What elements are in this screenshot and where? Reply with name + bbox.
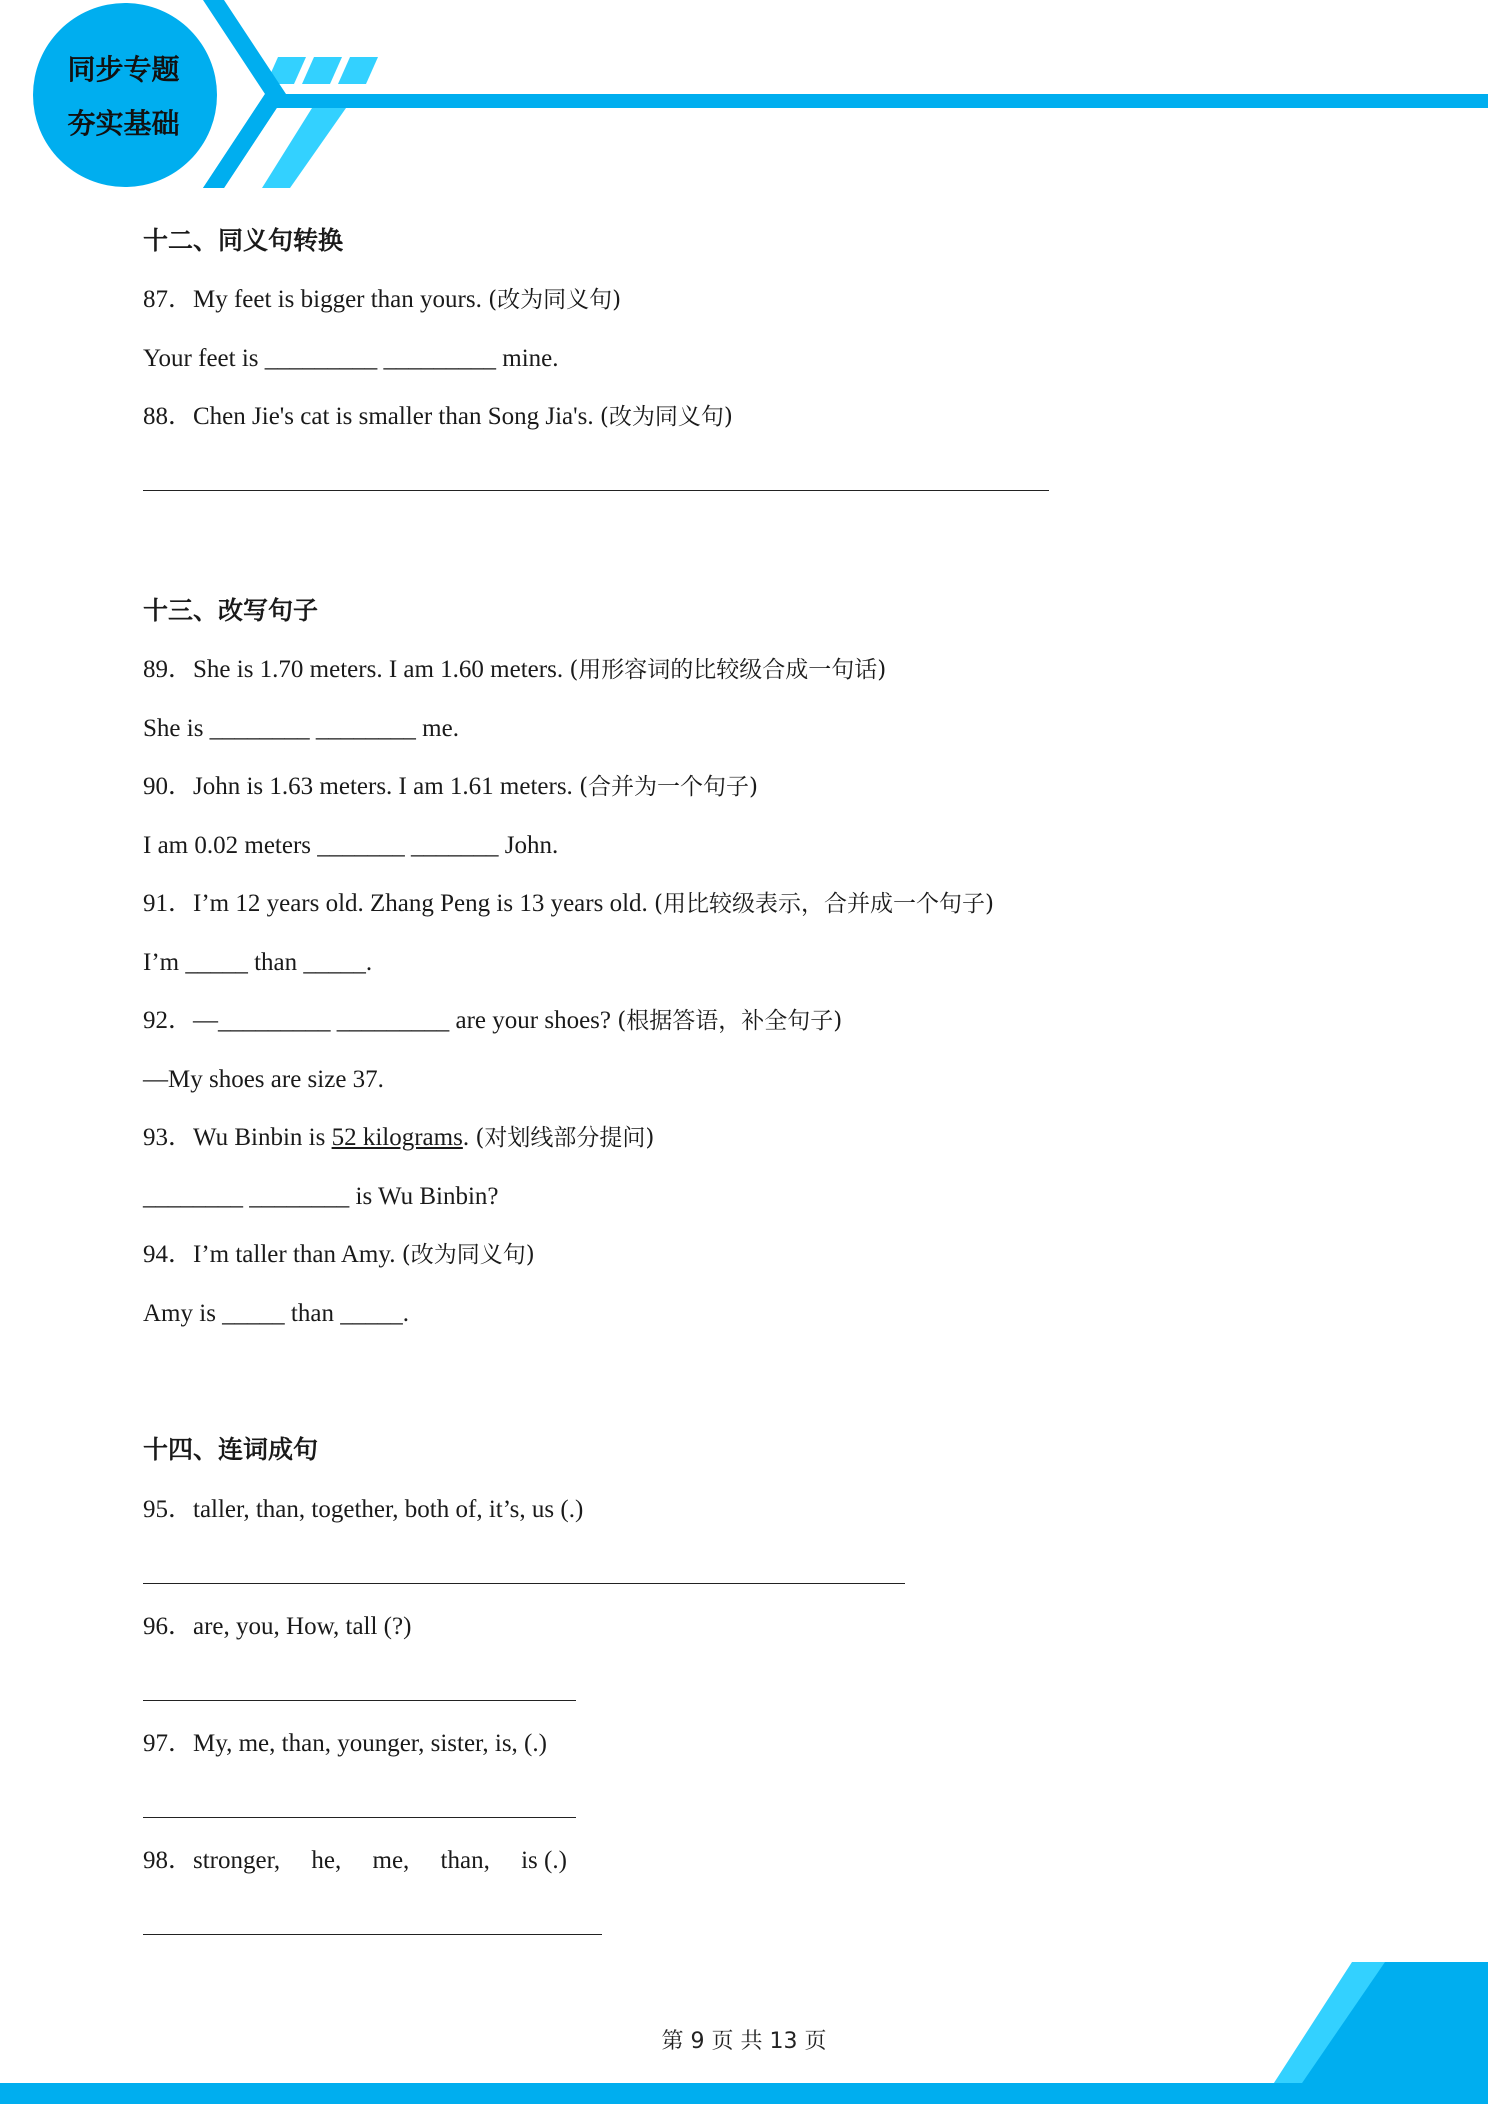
- question-93: [143, 1122, 654, 1154]
- question-92: [143, 1005, 842, 1037]
- question-90-answer: I am 0.02 meters _______ _______ John.: [143, 832, 559, 859]
- question-91-text: 91．I’m 12 years old. Zhang Peng is 13 years old.: [143, 890, 655, 917]
- question-93-underlined: 52 kilograms: [331, 1124, 463, 1151]
- question-88: [143, 401, 733, 433]
- question-87-text: 87．My feet is bigger than yours.: [143, 286, 489, 313]
- answer-line-98[interactable]: [143, 1934, 602, 1935]
- question-90-text: 90．John is 1.63 meters. I am 1.61 meters.: [143, 773, 580, 800]
- question-87-answer: Your feet is _________ _________ mine.: [143, 345, 559, 372]
- question-93-suffix: .: [462, 1124, 476, 1151]
- question-98: 98．stronger, he, me, than, is (.): [143, 1847, 567, 1874]
- badge-line-2: 夯实基础: [67, 107, 180, 140]
- question-90: [143, 771, 758, 803]
- question-93-answer: ________ ________ is Wu Binbin?: [143, 1183, 499, 1210]
- page-number: 第 9 页 共 13 页: [661, 2029, 827, 2054]
- section-title-13: 十三、改写句子: [143, 598, 319, 625]
- question-94: [143, 1239, 535, 1271]
- question-88-hint: (改为同义句): [599, 404, 733, 430]
- question-89: [143, 654, 886, 686]
- question-94-text: 94．I’m taller than Amy.: [143, 1241, 402, 1268]
- question-97: 97．My, me, than, younger, sister, is, (.): [143, 1730, 547, 1757]
- answer-line-96[interactable]: [143, 1700, 576, 1701]
- section-title-14: 十四、连词成句: [143, 1437, 319, 1464]
- question-89-text: 89．She is 1.70 meters. I am 1.60 meters.: [143, 656, 570, 683]
- question-89-answer: She is ________ ________ me.: [143, 715, 459, 742]
- question-92-text: 92．—_________ _________ are your shoes?: [143, 1007, 618, 1034]
- question-94-hint: (改为同义句): [401, 1242, 535, 1268]
- question-93-prefix: 93．Wu Binbin is: [143, 1124, 332, 1151]
- question-87-hint: (改为同义句): [488, 287, 622, 313]
- answer-line-88[interactable]: [143, 490, 1049, 491]
- section-title-12: 十二、同义句转换: [143, 228, 344, 255]
- question-90-hint: (合并为一个句子): [579, 774, 759, 800]
- question-94-answer: Amy is _____ than _____.: [143, 1300, 409, 1327]
- question-95: 95．taller, than, together, both of, it’s, us (.): [143, 1496, 584, 1523]
- answer-line-95[interactable]: [143, 1583, 905, 1584]
- question-91-answer: I’m _____ than _____.: [143, 949, 373, 976]
- question-91-hint: (用比较级表示，合并成一个句子): [654, 891, 994, 917]
- question-96: 96．are, you, How, tall (?): [143, 1613, 412, 1640]
- question-88-text: 88．Chen Jie's cat is smaller than Song Jia's.: [143, 403, 600, 430]
- question-91: [143, 888, 994, 920]
- question-92-hint: (根据答语，补全句子): [617, 1008, 843, 1034]
- question-89-hint: (用形容词的比较级合成一句话): [569, 657, 887, 683]
- question-93-hint: (对划线部分提问): [475, 1125, 655, 1151]
- badge-line-1: 同步专题: [67, 53, 180, 86]
- question-92-answer: —My shoes are size 37.: [143, 1066, 384, 1093]
- header-banner-graphic: [0, 0, 1488, 200]
- question-87: [143, 284, 621, 316]
- answer-line-97[interactable]: [143, 1817, 576, 1818]
